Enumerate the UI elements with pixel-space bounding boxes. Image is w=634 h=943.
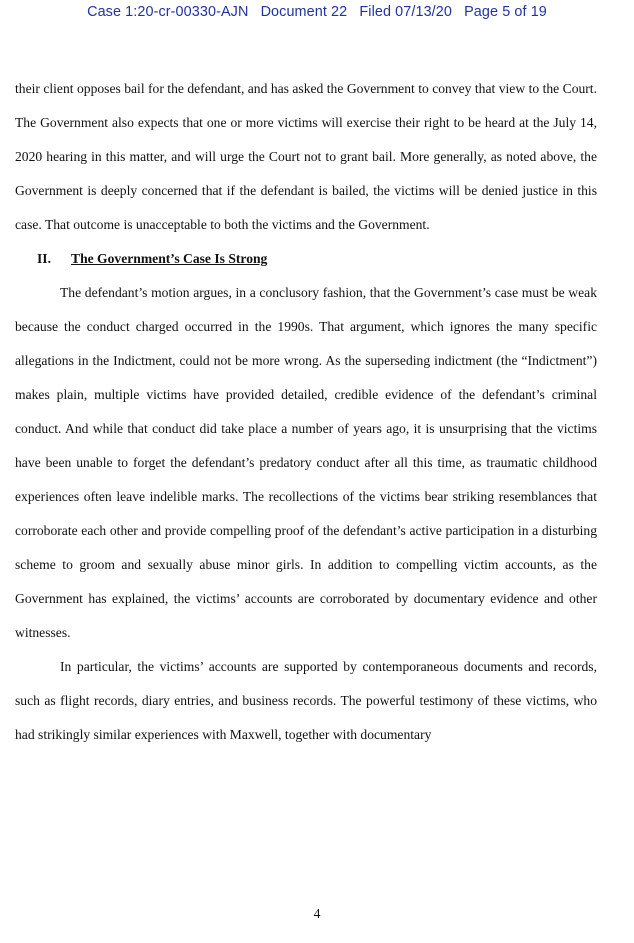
section-heading bbox=[15, 242, 597, 276]
case-number: Case 1:20-cr-00330-AJN bbox=[87, 4, 249, 20]
section-number: II. bbox=[37, 251, 51, 266]
page-number: 4 bbox=[313, 906, 321, 921]
page-count: Page 5 of 19 bbox=[464, 4, 547, 20]
section-title: The Government’s Case Is Strong bbox=[71, 251, 268, 266]
document-body bbox=[15, 72, 597, 752]
document-number: Document 22 bbox=[260, 4, 348, 20]
paragraph-corroboration: In particular, the victims’ accounts are supported by contemporaneous documents and records, such as flight records, diary entries, and business records. The powerful testimony of these victims, who had strikingly similar experiences with Maxwell, together with documentary bbox=[15, 659, 597, 742]
paragraph-continuation: their client opposes bail for the defendant, and has asked the Government to convey that view to the Court. The Government also expects that one or more victims will exercise their right to be heard at the July 14, 2020 hearing in this matter, and will urge the Court not to grant bail. More generally, as noted above, the Government is deeply concerned that if the defendant is bailed, the victims will be denied justice in this case. That outcome is unacceptable to both the victims and the Government. bbox=[15, 81, 597, 232]
filed-date: Filed 07/13/20 bbox=[359, 4, 452, 20]
paragraph-case-strong: The defendant’s motion argues, in a conclusory fashion, that the Government’s case must be weak because the conduct charged occurred in the 1990s. That argument, which ignores the many specific allegations in the Indictment, could not be more wrong. As the superseding indictment (the “Indictment”) makes plain, multiple victims have provided detailed, credible evidence of the defendant’s criminal conduct. And while that conduct did take place a number of years ago, it is unsurprising that the victims have been unable to forget the defendant’s predatory conduct after all this time, as traumatic childhood experiences often leave indelible marks. The recollections of the victims bear striking resemblances that corroborate each other and provide compelling proof of the defendant’s active participation in a disturbing scheme to groom and sexually abuse minor girls. In addition to compelling victim accounts, as the Government has explained, the victims’ accounts are corroborated by documentary evidence and other witnesses. bbox=[15, 285, 597, 640]
court-filing-header bbox=[0, 4, 634, 20]
